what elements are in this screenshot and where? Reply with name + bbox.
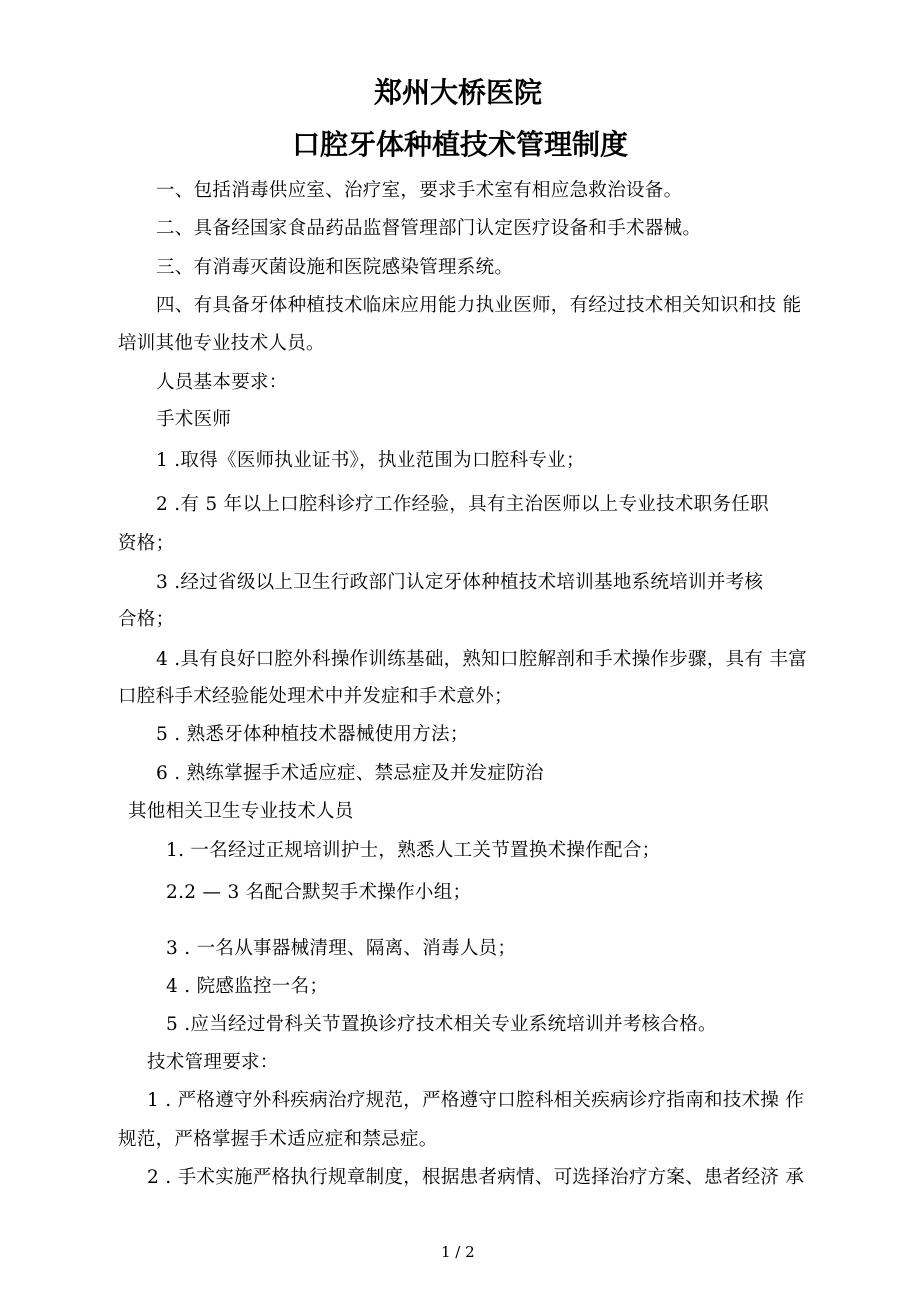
document-title: 口腔牙体种植技术管理制度 xyxy=(292,128,629,161)
paragraph-line: 一、包括消毒供应室、治疗室，要求手术室有相应急救治设备。 xyxy=(156,180,683,201)
list-item: 资格； xyxy=(118,533,175,554)
list-item: 1 . 严格遵守外科疾病治疗规范，严格遵守口腔科相关疾病诊疗指南和技术操 作 xyxy=(147,1090,805,1111)
list-item: 2 .有 5 年以上口腔科诊疗工作经验，具有主治医师以上专业技术职务任职 xyxy=(156,494,769,515)
list-item: 5 .应当经过骨科关节置换诊疗技术相关专业系统培训并考核合格。 xyxy=(166,1014,717,1035)
list-item: 2.2 — 3 名配合默契手术操作小组； xyxy=(166,882,472,903)
list-item: 3 .经过省级以上卫生行政部门认定牙体种植技术培训基地系统培训并考核 xyxy=(156,572,764,593)
paragraph-line: 四、有具备牙体种植技术临床应用能力执业医师，有经过技术相关知识和技 能 xyxy=(156,295,802,316)
section-heading: 人员基本要求： xyxy=(156,372,288,393)
list-item: 5 . 熟悉牙体种植技术器械使用方法； xyxy=(156,724,469,745)
list-item: 口腔科手术经验能处理术中并发症和手术意外； xyxy=(118,686,513,707)
list-item: 2 . 手术实施严格执行规章制度，根据患者病情、可选择治疗方案、患者经济 承 xyxy=(147,1167,805,1188)
page-number: 1 / 2 xyxy=(441,1243,475,1261)
paragraph-line: 培训其他专业技术人员。 xyxy=(118,333,325,354)
list-item: 1. 一名经过正规培训护士，熟悉人工关节置换术操作配合； xyxy=(166,840,661,861)
list-item: 6 . 熟练掌握手术适应症、禁忌症及并发症防治 xyxy=(156,763,544,784)
paragraph-line: 二、具备经国家食品药品监督管理部门认定医疗设备和手术器械。 xyxy=(156,218,702,239)
section-heading: 技术管理要求： xyxy=(147,1052,279,1073)
list-item: 规范，严格掌握手术适应症和禁忌症。 xyxy=(118,1129,438,1150)
list-item: 1 .取得《医师执业证书》，执业范围为口腔科专业； xyxy=(156,450,585,471)
list-item: 合格； xyxy=(118,609,175,630)
list-item: 4 . 院感监控一名； xyxy=(166,976,329,997)
list-item: 3 . 一名从事器械清理、隔离、消毒人员； xyxy=(166,938,517,959)
paragraph-line: 三、有消毒灭菌设施和医院感染管理系统。 xyxy=(156,257,514,278)
list-item: 4 .具有良好口腔外科操作训练基础，熟知口腔解剖和手术操作步骤，具有 丰富 xyxy=(156,649,808,670)
section-heading: 其他相关卫生专业技术人员 xyxy=(128,801,354,822)
hospital-title: 郑州大桥医院 xyxy=(374,76,543,109)
section-heading: 手术医师 xyxy=(156,409,232,430)
